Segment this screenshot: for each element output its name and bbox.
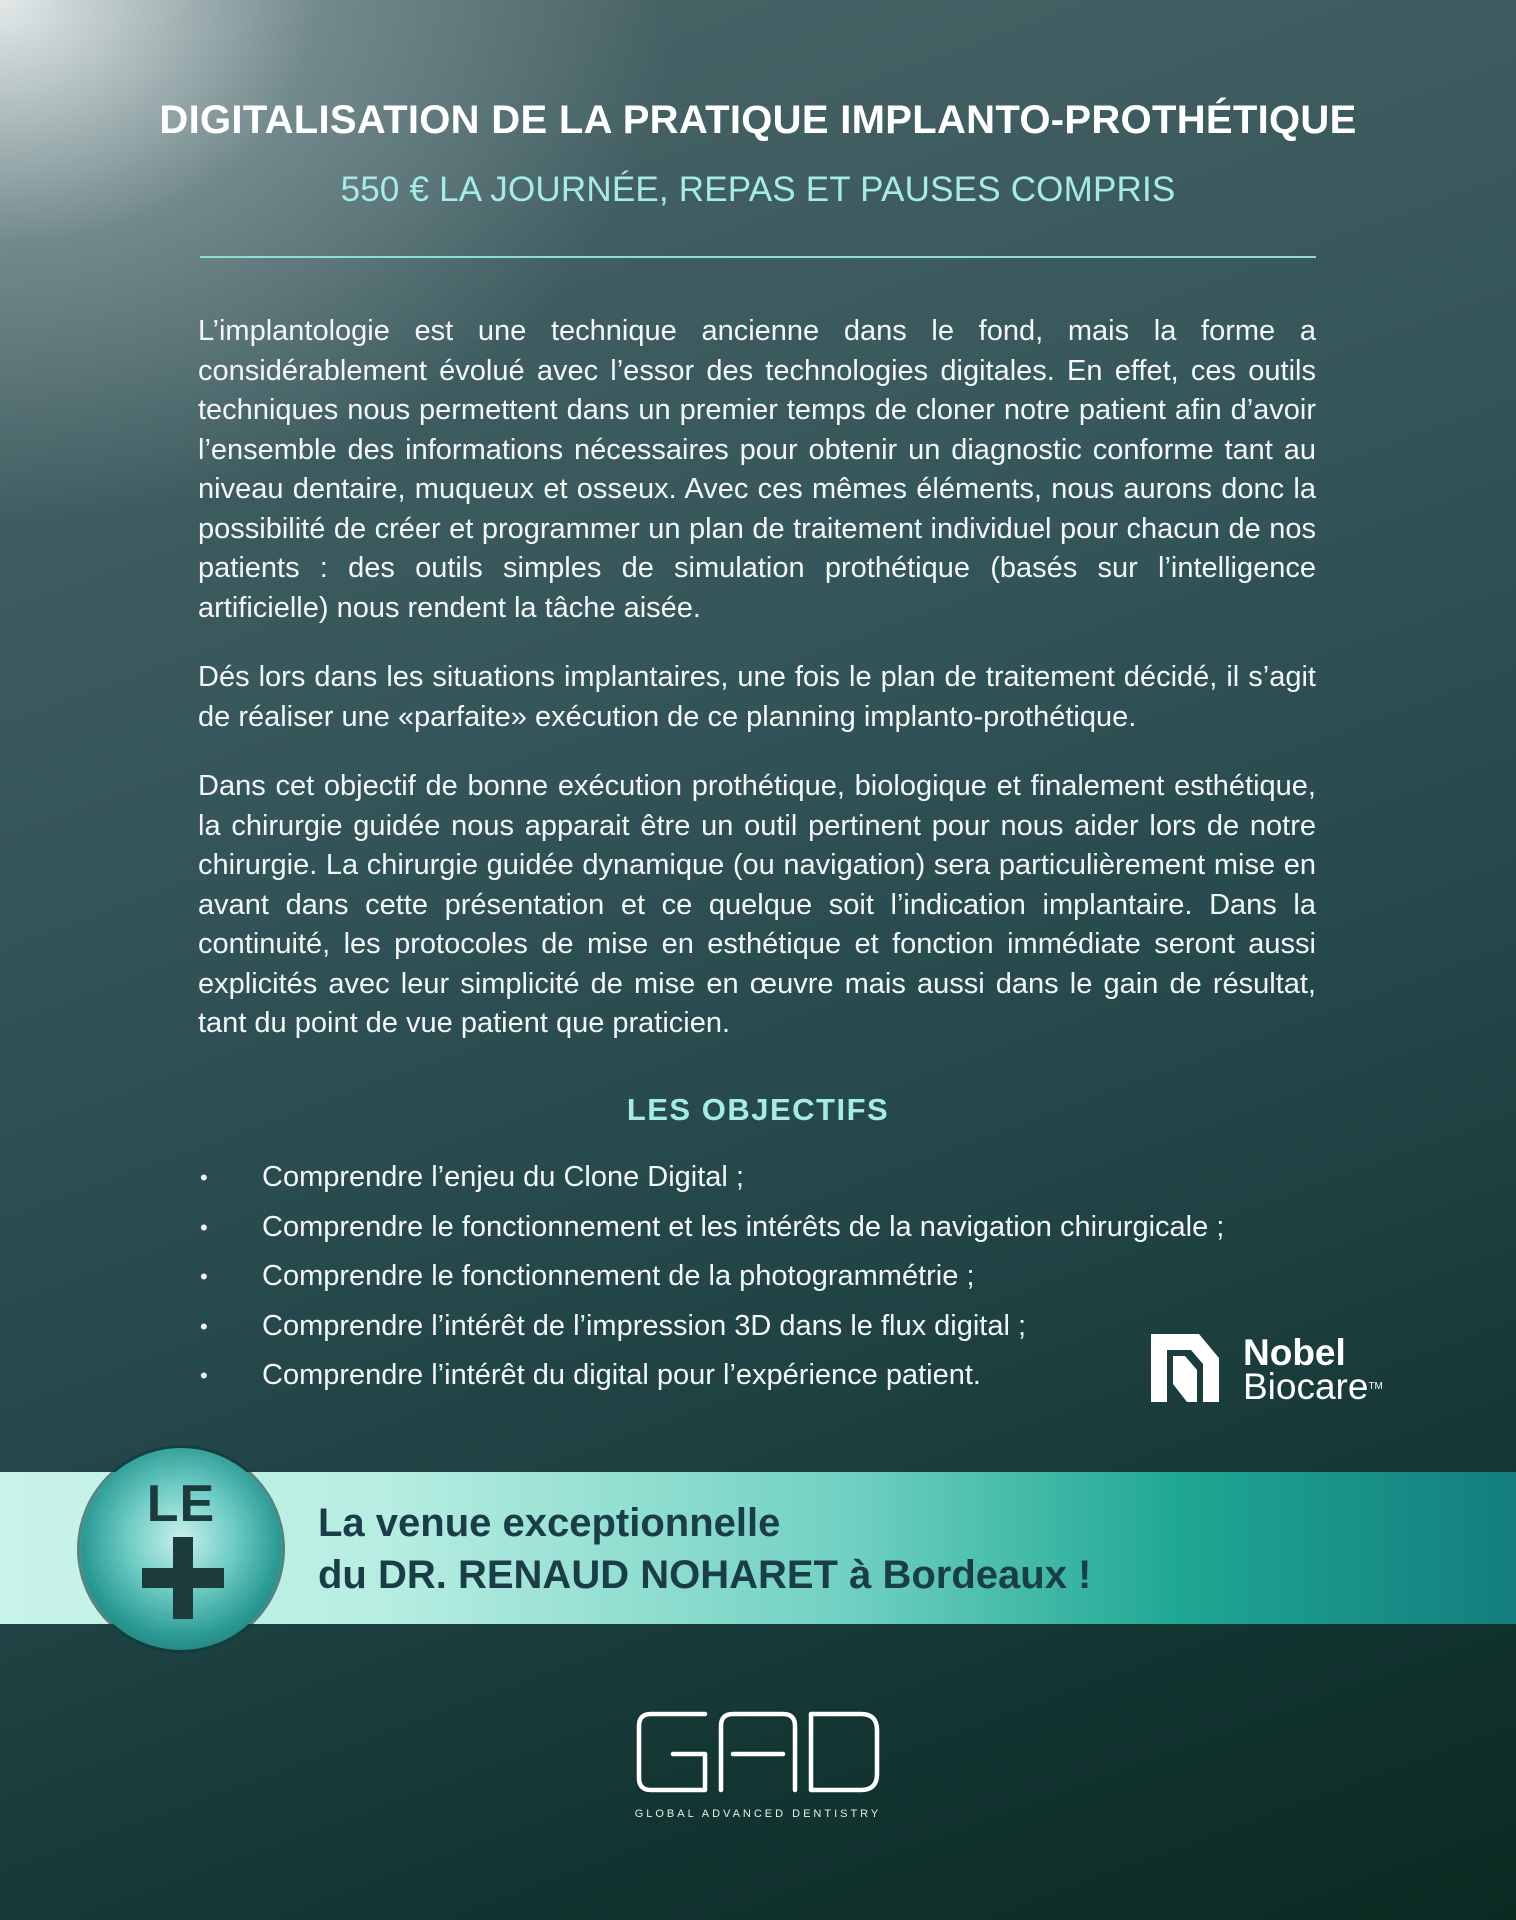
nobel-biocare-logo	[1145, 1328, 1395, 1408]
objective-text: Comprendre l’intérêt du digital pour l’expérience patient.	[262, 1359, 981, 1391]
bullet-icon: •	[200, 1214, 208, 1240]
objective-text: Comprendre l’intérêt de l’impression 3D dans le flux digital ;	[262, 1309, 1027, 1342]
paragraph-1: L’implantologie est une technique ancienne dans le fond, mais la forme a considérablement évolué avec l’essor des technologies digitales. En effet, ces outils techniques nous permettent dans un premier temps de cloner notre patient afin d’avoir l’ensemble des informations nécessaires pour obtenir un diagnostic conforme tant au niveau dentaire, muqueux et osseux. Avec ces mêmes éléments, nous aurons donc la possibilité de créer et programmer un plan de traitement individuel pour chacun de nos patients : des outils simples de simulation prothétique (basés sur l’intelligence artificielle) nous rendent la tâche aisée.	[198, 315, 1316, 624]
banner-text	[318, 1497, 1418, 1601]
price-subtitle: 550 € LA JOURNÉE, REPAS ET PAUSES COMPRIS	[340, 170, 1176, 209]
objectives-title: LES OBJECTIFS	[626, 1092, 890, 1127]
trademark-mark: TM	[1368, 1381, 1383, 1392]
objective-text: Comprendre l’enjeu du Clone Digital ;	[262, 1161, 744, 1193]
le-plus-badge	[80, 1448, 282, 1650]
bullet-icon: •	[200, 1165, 208, 1190]
list-item	[198, 1153, 1298, 1203]
description	[198, 312, 1316, 1074]
objective-text: Comprendre le fonctionnement et les intérêts de la navigation chirurgicale ;	[262, 1210, 1225, 1243]
banner-line-2: du DR. RENAUD NOHARET à Bordeaux !	[318, 1553, 1092, 1597]
list-item	[198, 1252, 1298, 1302]
list-item	[198, 1351, 1298, 1401]
bullet-icon: •	[200, 1363, 208, 1388]
header-divider	[200, 256, 1316, 258]
list-item	[198, 1203, 1298, 1253]
gad-logo	[633, 1708, 883, 1818]
objective-text: Comprendre le fonctionnement de la photogrammétrie ;	[262, 1260, 975, 1292]
gad-tagline: GLOBAL ADVANCED DENTISTRY	[634, 1808, 882, 1820]
nobel-biocare-mark-icon	[1145, 1328, 1225, 1408]
bullet-icon: •	[200, 1264, 208, 1289]
list-item	[198, 1302, 1298, 1352]
bullet-icon: •	[200, 1313, 208, 1339]
plus-icon-vertical	[173, 1537, 193, 1619]
objectives-list	[198, 1153, 1298, 1401]
nobel-name-line1: Nobel	[1243, 1332, 1346, 1373]
nobel-name-line2: Biocare™	[1243, 1366, 1383, 1407]
paragraph-3: Dans cet objectif de bonne exécution prothétique, biologique et finalement esthétique, la chirurgie guidée nous apparait être un outil pertinent pour nous aider lors de notre chirurgie. La chirurgie guidée dynamique (ou navigation) sera particulièrement mise en avant dans cette présentation et ce quelque soit l’indication implantaire. Dans la continuité, les protocoles de mise en esthétique et fonction immédiate seront aussi explicités avec leur simplicité de mise en œuvre mais aussi dans le gain de résultat, tant du point de vue patient que praticien.	[198, 770, 1316, 1039]
gad-logo-icon	[633, 1708, 883, 1798]
paragraph-2: Dés lors dans les situations implantaires, une fois le plan de traitement décidé, il s’agit de réaliser une «parfaite» exécution de ce planning implanto-prothétique.	[198, 661, 1316, 733]
banner-line-1: La venue exceptionnelle	[318, 1501, 781, 1545]
badge-label: LE	[146, 1475, 216, 1533]
page-title: DIGITALISATION DE LA PRATIQUE IMPLANTO-PROTHÉTIQUE	[159, 98, 1357, 142]
